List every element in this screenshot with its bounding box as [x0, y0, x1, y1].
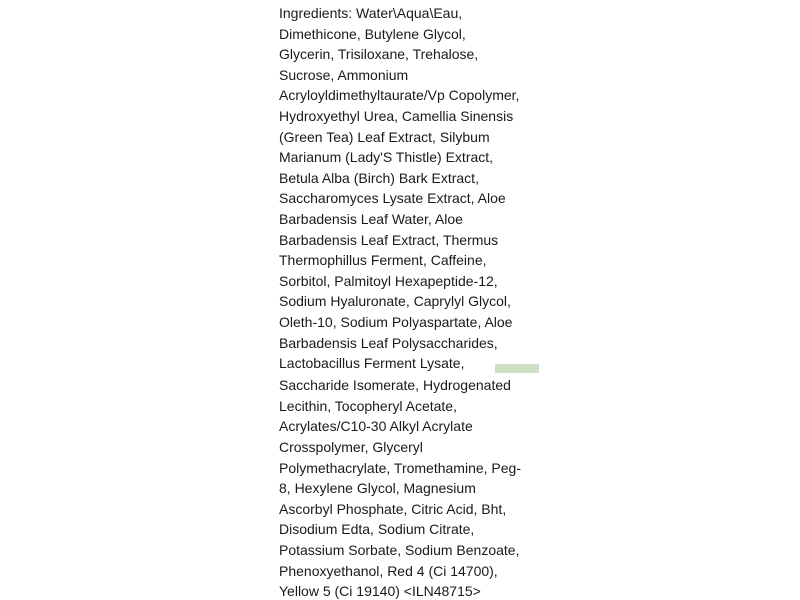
ingredients-line: Thermophillus Ferment, Caffeine, — [279, 252, 487, 269]
ingredients-list — [279, 3, 529, 600]
ingredients-line: Barbadensis Leaf Water, Aloe — [279, 210, 463, 227]
ingredients-line: Oleth-10, Sodium Polyaspartate, Aloe — [279, 313, 513, 330]
ingredients-line: Lecithin, Tocopheryl Acetate, — [279, 397, 457, 414]
ingredients-line: Acryloyldimethyltaurate/Vp Copolymer, — [279, 87, 520, 104]
highlight-mark — [495, 364, 539, 373]
ingredients-line: Hydroxyethyl Urea, Camellia Sinensis — [279, 107, 514, 124]
ingredients-line: Saccharomyces Lysate Extract, Aloe — [279, 190, 506, 207]
ingredients-line: 8, Hexylene Glycol, Magnesium — [279, 480, 476, 497]
ingredients-line: Dimethicone, Butylene Glycol, — [279, 25, 466, 42]
ingredients-line: Potassium Sorbate, Sodium Benzoate, — [279, 541, 520, 558]
ingredients-line: Crosspolymer, Glyceryl — [279, 438, 423, 455]
ingredients-line: Lactobacillus Ferment Lysate, — [279, 355, 465, 372]
ingredients-line: Barbadensis Leaf Extract, Thermus — [279, 231, 499, 248]
ingredients-line: Marianum (Lady'S Thistle) Extract, — [279, 149, 494, 166]
ingredients-line: Barbadensis Leaf Polysaccharides, — [279, 334, 498, 351]
ingredients-line: Acrylates/C10-30 Alkyl Acrylate — [279, 418, 473, 435]
ingredients-line: Sorbitol, Palmitoyl Hexapeptide-12, — [279, 272, 498, 289]
ingredients-line: Disodium Edta, Sodium Citrate, — [279, 521, 475, 538]
ingredients-line: Betula Alba (Birch) Bark Extract, — [279, 169, 479, 186]
ingredients-line: Ascorbyl Phosphate, Citric Acid, Bht, — [279, 500, 507, 517]
ingredients-line: Sucrose, Ammonium — [279, 66, 409, 83]
ingredients-line: Phenoxyethanol, Red 4 (Ci 14700), — [279, 562, 498, 579]
ingredients-line: Yellow 5 (Ci 19140) <ILN48715> — [279, 583, 481, 600]
ingredients-line: Ingredients: Water\Aqua\Eau, — [279, 5, 463, 21]
ingredients-line: Sodium Hyaluronate, Caprylyl Glycol, — [279, 293, 511, 310]
ingredients-line: (Green Tea) Leaf Extract, Silybum — [279, 128, 490, 145]
ingredients-line: Polymethacrylate, Tromethamine, Peg- — [279, 459, 521, 476]
ingredients-line: Saccharide Isomerate, Hydrogenated — [279, 377, 511, 394]
ingredients-line: Glycerin, Trisiloxane, Trehalose, — [279, 46, 479, 63]
